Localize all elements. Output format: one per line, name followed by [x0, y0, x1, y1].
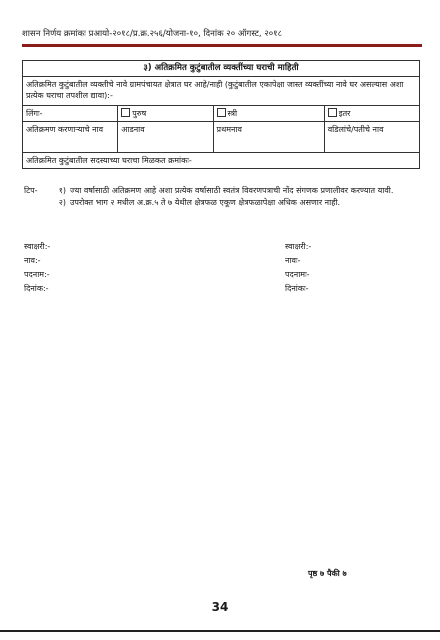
notes-label: टिप- — [24, 186, 38, 195]
note-text: ज्या वर्षासाठी अतिक्रमण आहे अशा प्रत्येक वर्षासाठी स्वतंत्र विवरणपत्राची नोंद संगणक प्रणालीवर करण्यात यावी. — [70, 186, 394, 195]
gender-label: लिंगः- — [23, 106, 118, 122]
name-label: नाव:- — [24, 256, 41, 265]
note-number: २) — [58, 198, 66, 207]
designation-label: पदनामः- — [285, 270, 310, 279]
gender-option-male[interactable] — [118, 106, 213, 122]
signature-label: स्वाक्षरी:- — [24, 242, 51, 251]
document-header: शासन निर्णय क्रमांकः प्रआयो-२०१८/प्र.क्र.२५६/योजना-१०, दिनांक २० ऑगस्ट, २०१८ — [22, 29, 282, 39]
signature-block-left — [24, 240, 174, 296]
designation-label: पदनाम:- — [24, 270, 50, 279]
signature-block-right — [285, 240, 435, 296]
date-label: दिनांक:- — [24, 284, 49, 293]
property-number-label: अतिक्रमित कुटुंबातील सदस्याच्या घराचा मिळकत क्रमांकः- — [23, 153, 420, 169]
checkbox-male[interactable] — [121, 108, 130, 117]
encroacher-name-label: अतिक्रमण करणाऱ्याचे नाव — [23, 122, 118, 153]
section-intro: अतिक्रमित कुटुंबातील व्यक्तीचे नावे ग्रामपंचायत क्षेत्रात घर आहे/नाही (कुटुंबातील एकापेक्षा जास्त व्यक्तींच्या नावे घर असल्यास अशा प्रत्येक घराचा तपशील द्यावा):- — [23, 77, 420, 106]
surname-label: आडनाव — [118, 122, 213, 153]
father-husband-name-label: वडिलांचे/पतीचे नाव — [324, 122, 419, 153]
name-label: नावः- — [285, 256, 301, 265]
signature-label: स्वाक्षरी:- — [285, 242, 312, 251]
section-title: ३) अतिक्रमित कुटुंबातील व्यक्तींच्या घराची माहिती — [23, 61, 420, 77]
note-text: उपरोक्त भाग २ मधील अ.क्र.५ ते ७ येथील क्षेत्रफळ एकूण क्षेत्रफळापेक्षा अधिक असणार नाही. — [70, 198, 341, 207]
date-label: दिनांकः- — [285, 284, 309, 293]
notes-section — [24, 185, 414, 209]
header-divider — [22, 44, 422, 47]
gender-option-label: पुरुष — [132, 109, 147, 118]
gender-option-label: स्त्री — [227, 109, 238, 118]
checkbox-other[interactable] — [328, 108, 337, 117]
gender-option-label: इतर — [338, 109, 351, 118]
house-info-form — [22, 60, 420, 169]
first-name-label: प्रथमनाव — [213, 122, 324, 153]
page-of-indicator: पृष्ठ ७ पैकी ७ — [308, 569, 347, 578]
gender-option-female[interactable] — [213, 106, 324, 122]
checkbox-female[interactable] — [217, 108, 226, 117]
bottom-divider — [0, 630, 440, 632]
note-item — [50, 197, 414, 209]
note-item — [24, 185, 414, 197]
gender-option-other[interactable] — [324, 106, 419, 122]
page-number: 34 — [211, 600, 229, 614]
note-number: १) — [58, 186, 66, 195]
